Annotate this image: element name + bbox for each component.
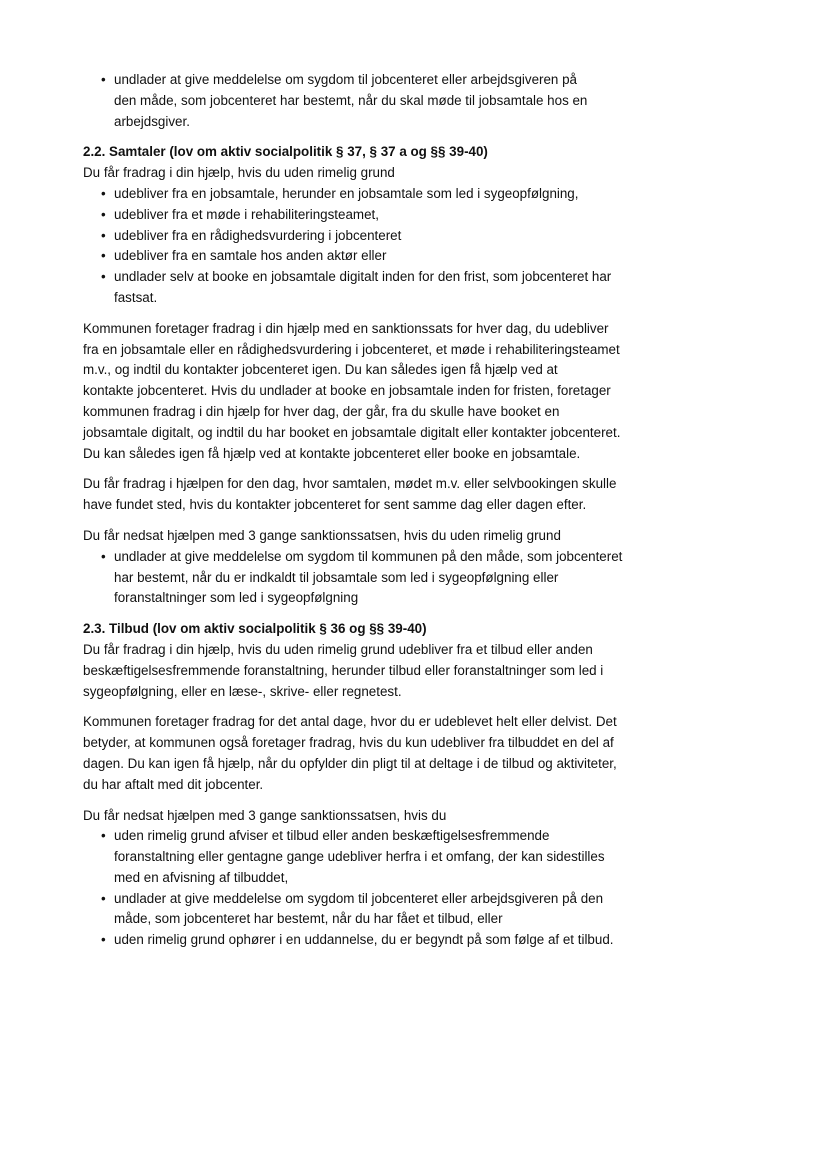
text-line: jobsamtale digitalt, og indtil du har booket en jobsamtale digitalt eller kontakter jobcenteret. (83, 424, 621, 440)
text-line: Kommunen foretager fradrag for det antal dage, hvor du er udeblevet helt eller delvist. Det (83, 714, 617, 730)
text-line: fra en jobsamtale eller en rådighedsvurdering i jobcenteret, et møde i rehabiliteringsteamet (83, 341, 620, 357)
paragraph: Du får nedsat hjælpen med 3 gange sanktionssatsen, hvis du (83, 807, 447, 823)
text-line: med en afvisning af tilbuddet, (114, 869, 289, 885)
text-line: Kommunen foretager fradrag i din hjælp med en sanktionssats for hver dag, du udebliver (83, 320, 609, 336)
bullet-list-samtaler (83, 184, 658, 309)
section-heading-2-2: 2.2. Samtaler (lov om aktiv socialpolitik § 37, § 37 a og §§ 39-40) (83, 144, 488, 160)
paragraph (83, 474, 658, 516)
paragraph: Du får nedsat hjælpen med 3 gange sanktionssatsen, hvis du uden rimelig grund (83, 527, 561, 543)
text-line: • udebliver fra en jobsamtale, herunder en jobsamtale som led i sygeopfølgning, (114, 185, 579, 201)
list-item (83, 930, 658, 951)
text-line: • uden rimelig grund ophører i en uddannelse, du er begyndt på som følge af et tilbud. (114, 932, 614, 948)
paragraph (83, 319, 658, 465)
list-item (83, 205, 658, 226)
bullet-list-tilbud (83, 826, 658, 951)
section-intro (83, 640, 658, 702)
text-line: kommunen fradrag i din hjælp for hver dag, der går, fra du skulle have booket en (83, 403, 560, 419)
list-item (83, 246, 658, 267)
list-item (83, 889, 658, 931)
text-line: m.v., og indtil du kontakter jobcenteret igen. Du kan således igen få hjælp ved at (83, 362, 558, 378)
bullet-list-sygdom (83, 547, 658, 609)
text-line: foranstaltning eller gentagne gange udebliver herfra i et omfang, der kan sidestilles (114, 849, 605, 865)
text-line: • undlader at give meddelelse om sygdom til jobcenteret eller arbejdsgiveren på den (114, 890, 604, 906)
text-line: fastsat. (114, 289, 158, 305)
text-line: arbejdsgiver. (114, 113, 190, 129)
list-item (83, 547, 658, 609)
text-line: • undlader at give meddelelse om sygdom til kommunen på den måde, som jobcenteret (114, 548, 623, 564)
text-line: Du får fradrag i din hjælp, hvis du uden rimelig grund udebliver fra et tilbud eller anden (83, 641, 593, 657)
text-line: • udebliver fra en rådighedsvurdering i jobcenteret (114, 227, 402, 243)
text-line: foranstaltninger som led i sygeopfølgning (114, 590, 359, 606)
text-line: beskæftigelsesfremmende foranstaltning, herunder tilbud eller foranstaltninger som led i (83, 662, 604, 678)
text-line: Du får fradrag i hjælpen for den dag, hvor samtalen, mødet m.v. eller selvbookingen skulle (83, 476, 617, 492)
text-line: • udebliver fra en samtale hos anden aktør eller (114, 248, 387, 264)
text-line: måde, som jobcenteret har bestemt, når du har fået et tilbud, eller (114, 911, 503, 927)
list-item (83, 184, 658, 205)
section-heading-2-3: 2.3. Tilbud (lov om aktiv socialpolitik § 36 og §§ 39-40) (83, 621, 427, 637)
text-line: sygeopfølgning, eller en læse-, skrive- eller regnetest. (83, 683, 402, 699)
section-intro: Du får fradrag i din hjælp, hvis du uden rimelig grund (83, 165, 395, 181)
text-line: Du kan således igen få hjælp ved at kontakte jobcenteret eller booke en jobsamtale. (83, 445, 581, 461)
text-line: dagen. Du kan igen få hjælp, når du opfylder din pligt til at deltage i de tilbud og aktiviteter, (83, 755, 617, 771)
text-line: have fundet sted, hvis du kontakter jobcenteret for sent samme dag eller dagen efter. (83, 497, 587, 513)
text-line: • undlader selv at booke en jobsamtale digitalt inden for den frist, som jobcenteret har (114, 269, 612, 285)
list-item (83, 70, 658, 132)
text-line: • udebliver fra et møde i rehabiliteringsteamet, (114, 206, 379, 222)
text-line: den måde, som jobcenteret har bestemt, når du skal møde til jobsamtale hos en (114, 92, 588, 108)
text-line: betyder, at kommunen også foretager fradrag, hvis du kun udebliver fra tilbuddet en del af (83, 735, 614, 751)
paragraph (83, 712, 658, 795)
text-line: • uden rimelig grund afviser et tilbud eller anden beskæftigelsesfremmende (114, 828, 550, 844)
text-line: • undlader at give meddelelse om sygdom til jobcenteret eller arbejdsgiveren på (114, 72, 577, 87)
list-item (83, 267, 658, 309)
list-item (83, 826, 658, 888)
bullet-list-intro (83, 70, 658, 132)
text-line: kontakte jobcenteret. Hvis du undlader at booke en jobsamtale inden for fristen, foretager (83, 383, 611, 399)
list-item (83, 226, 658, 247)
text-line: du har aftalt med dit jobcenter. (83, 776, 264, 792)
document-body (83, 70, 658, 951)
text-line: har bestemt, når du er indkaldt til jobsamtale som led i sygeopfølgning eller (114, 569, 559, 585)
